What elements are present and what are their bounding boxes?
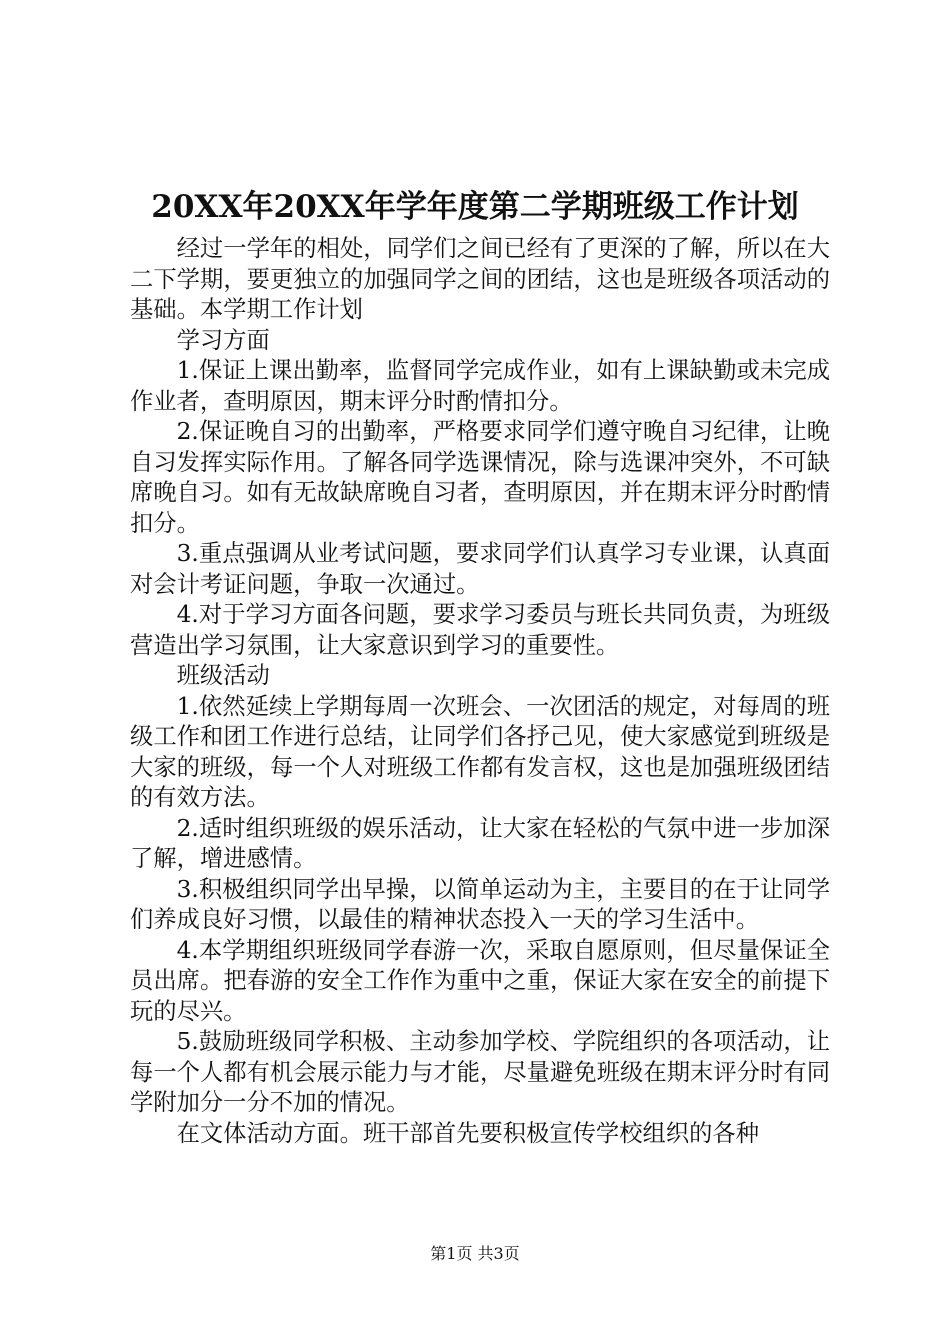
paragraph-study-4: 4.对于学习方面各问题，要求学习委员与班长共同负责，为班级营造出学习氛围，让大家意识到学习的重要性。 <box>130 601 830 659</box>
paragraph-study-2: 2.保证晚自习的出勤率，严格要求同学们遵守晚自习纪律，让晚自习发挥实际作用。了解各同学选课情况，除与选课冲突外，不可缺席晚自习。如有无故缺席晚自习者，查明原因，并在期末评分时酌情扣分。 <box>130 418 830 537</box>
paragraph-activity-2: 2.适时组织班级的娱乐活动，让大家在轻松的气氛中进一步加深了解，增进感情。 <box>130 814 830 872</box>
document-body <box>130 234 830 1149</box>
document-title: 20XX年20XX年学年度第二学期班级工作计划 <box>151 189 799 225</box>
paragraph-study-1: 1.保证上课出勤率，监督同学完成作业，如有上课缺勤或未完成作业者，查明原因，期末评分时酌情扣分。 <box>130 357 830 415</box>
paragraph-activity-4: 4.本学期组织班级同学春游一次，采取自愿原则，但尽量保证全员出席。把春游的安全工作作为重中之重，保证大家在安全的前提下玩的尽兴。 <box>130 936 830 1025</box>
paragraph-study-3: 3.重点强调从业考试问题，要求同学们认真学习专业课，认真面对会计考证问题，争取一次通过。 <box>130 540 830 598</box>
paragraph-culture-sports: 在文体活动方面。班干部首先要积极宣传学校组织的各种 <box>176 1119 760 1147</box>
section-heading-activities: 班级活动 <box>176 662 270 689</box>
section-heading-study: 学习方面 <box>176 326 270 354</box>
paragraph-activity-5: 5.鼓励班级同学积极、主动参加学校、学院组织的各项活动，让每一个人都有机会展示能力与才能，尽量避免班级在期末评分时有同学附加分一分不加的情况。 <box>130 1028 830 1116</box>
paragraph-intro: 经过一学年的相处，同学们之间已经有了更深的了解，所以在大二下学期，要更独立的加强同学之间的团结，这也是班级各项活动的基础。本学期工作计划 <box>130 235 830 323</box>
paragraph-activity-1: 1.依然延续上学期每周一次班会、一次团活的规定，对每周的班级工作和团工作进行总结，让同学们各抒己见，使大家感觉到班级是大家的班级，每一个人对班级工作都有发言权，这也是加强班级团结的有效方法。 <box>130 692 830 811</box>
paragraph-activity-3: 3.积极组织同学出早操，以简单运动为主，主要目的在于让同学们养成良好习惯，以最佳的精神状态投入一天的学习生活中。 <box>130 875 830 933</box>
page-number-footer: 第1页 共3页 <box>430 1244 520 1263</box>
